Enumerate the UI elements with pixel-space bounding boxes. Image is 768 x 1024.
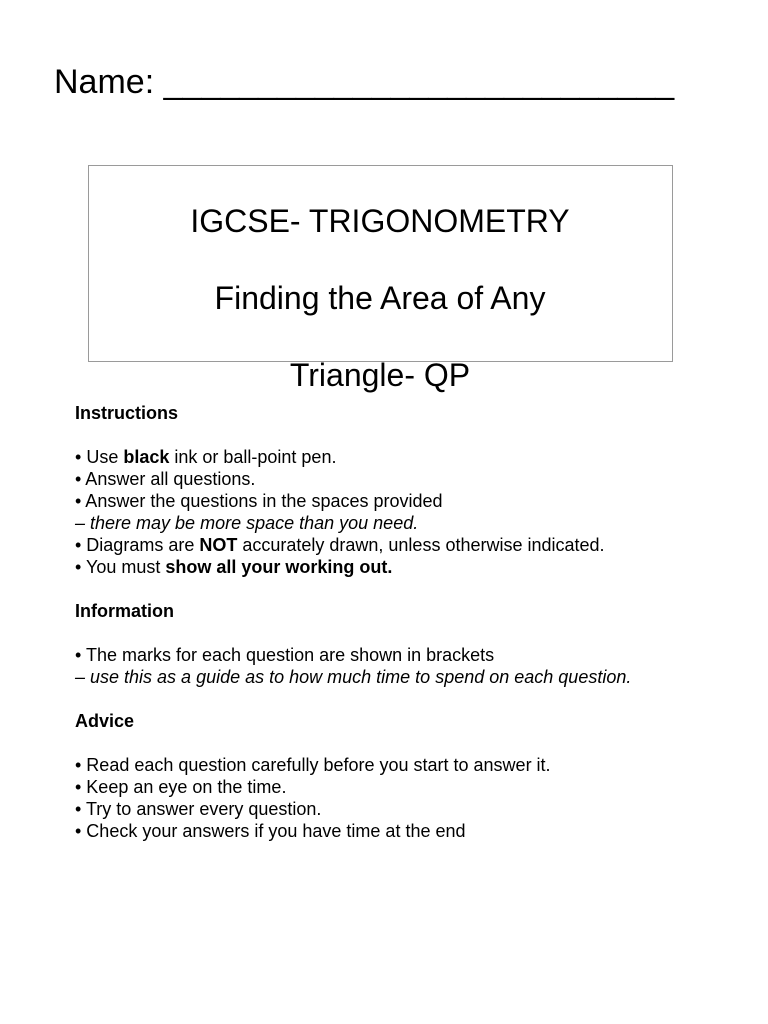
name-field-line	[54, 58, 674, 106]
information-heading: Information	[75, 601, 174, 621]
instructions-heading: Instructions	[75, 403, 179, 423]
instruction-item: • Diagrams are NOT accurately drawn, unless otherwise indicated.	[75, 535, 605, 555]
instruction-item: • Use black ink or ball-point pen.	[75, 447, 337, 467]
title-box	[88, 165, 673, 362]
information-note: – use this as a guide as to how much time to spend on each question.	[75, 667, 632, 687]
title-line-2: Finding the Area of Any	[214, 280, 546, 316]
information-item: • The marks for each question are shown in brackets	[75, 645, 495, 665]
instruction-item: • You must show all your working out.	[75, 557, 393, 577]
title-line-3: Triangle- QP	[289, 357, 471, 393]
advice-item: • Read each question carefully before you start to answer it.	[75, 755, 551, 775]
instruction-note: – there may be more space than you need.	[75, 513, 419, 533]
advice-heading: Advice	[75, 711, 135, 731]
name-blank: ___________________________	[163, 63, 675, 101]
name-label: Name:	[54, 63, 155, 101]
title-line-1: IGCSE- TRIGONOMETRY	[190, 203, 570, 239]
information-list	[75, 644, 755, 688]
advice-item: • Try to answer every question.	[75, 799, 322, 819]
instructions-content	[75, 402, 755, 842]
instruction-item: • Answer the questions in the spaces provided	[75, 491, 443, 511]
advice-item: • Keep an eye on the time.	[75, 777, 287, 797]
advice-item: • Check your answers if you have time at the end	[75, 821, 466, 841]
instruction-item: • Answer all questions.	[75, 469, 256, 489]
advice-list	[75, 754, 755, 842]
instructions-list	[75, 446, 755, 578]
